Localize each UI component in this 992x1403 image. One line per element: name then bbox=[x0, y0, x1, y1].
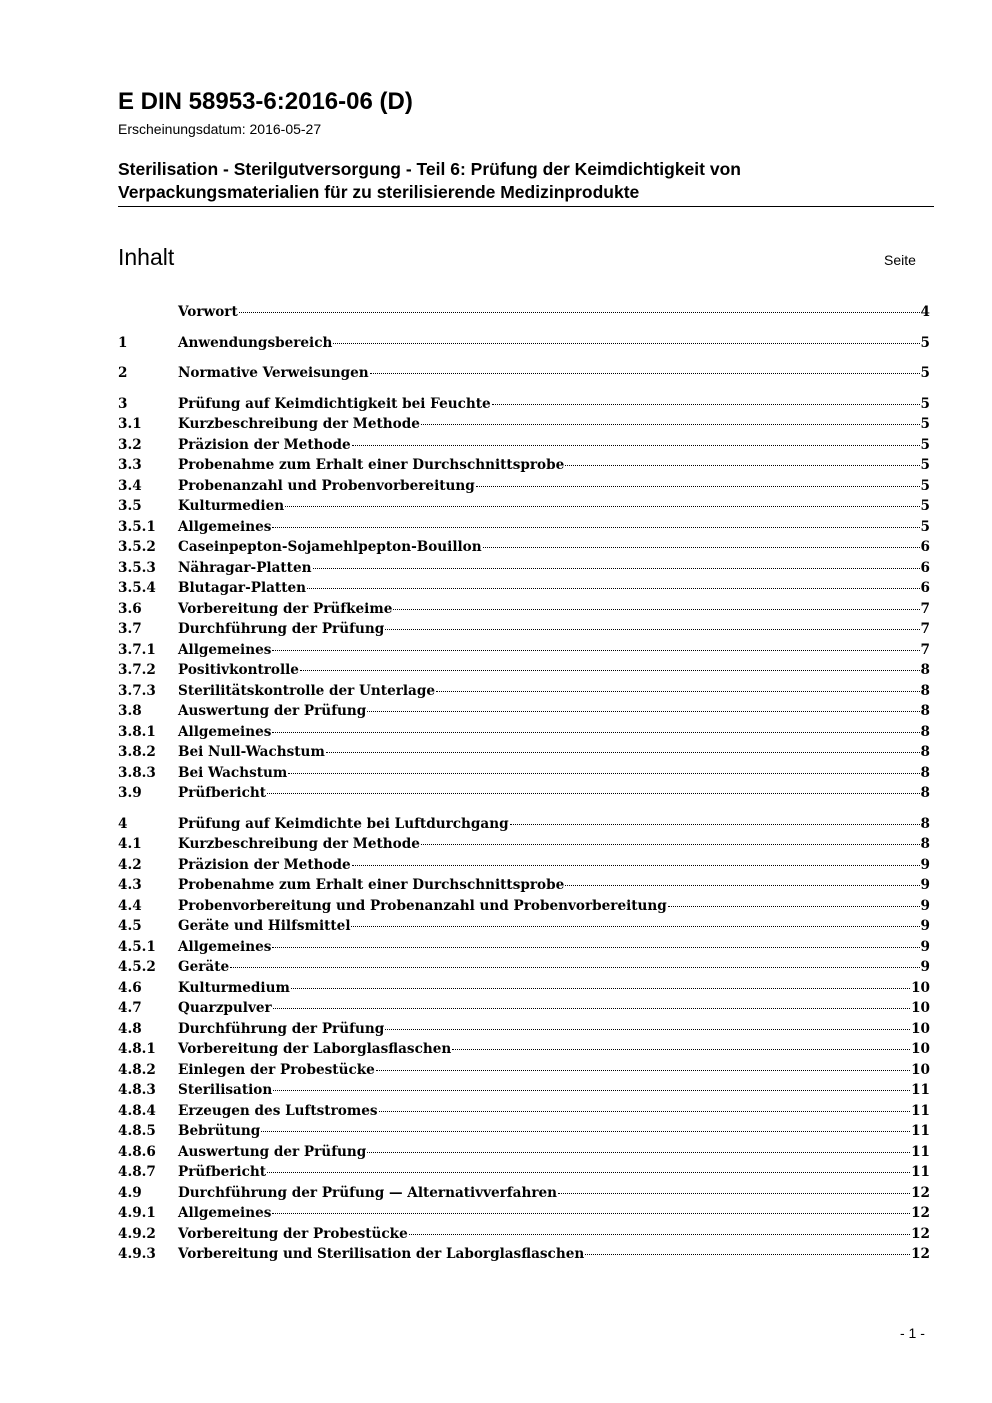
toc-entry-title: Probenahme zum Erhalt einer Durchschnittsprobe bbox=[178, 877, 565, 893]
toc-entry-number: 4.8 bbox=[118, 1020, 142, 1037]
toc-dot-leader bbox=[483, 547, 920, 548]
toc-entry-number: 4.8.1 bbox=[118, 1041, 156, 1057]
toc-entry-title: Kurzbeschreibung der Methode bbox=[178, 836, 420, 852]
toc-dot-leader bbox=[272, 527, 919, 528]
toc-dot-leader bbox=[352, 445, 920, 446]
toc-entry[interactable] bbox=[118, 763, 930, 784]
toc-dot-leader bbox=[272, 650, 919, 651]
toc-entry-title: Caseinpepton-Sojamehlpepton-Bouillon bbox=[178, 539, 482, 555]
toc-entry-title: Allgemeines bbox=[178, 1205, 272, 1221]
toc-entry-page: 6 bbox=[920, 559, 930, 576]
toc-entry-number: 4.5.2 bbox=[118, 959, 156, 975]
toc-entry-page: 11 bbox=[911, 1102, 930, 1119]
toc-entry-number: 3.9 bbox=[118, 785, 142, 801]
toc-entry-title: Allgemeines bbox=[178, 641, 272, 658]
toc-entry[interactable] bbox=[118, 619, 930, 640]
toc-dot-leader bbox=[492, 404, 920, 405]
toc-entry-number: 4.8.6 bbox=[118, 1143, 156, 1160]
toc-dot-leader bbox=[436, 691, 920, 692]
toc-entry[interactable] bbox=[118, 1203, 930, 1224]
toc-entry-number: 3.5.3 bbox=[118, 559, 156, 576]
document-title: Sterilisation - Sterilgutversorgung - Teil 6: Prüfung der Keimdichtigkeit von Verpackungsmaterialien für zu sterilisierende Medizinprodukte bbox=[118, 159, 741, 202]
toc-entry[interactable] bbox=[118, 578, 930, 599]
toc-entry-page: 12 bbox=[911, 1205, 930, 1221]
toc-dot-leader bbox=[273, 1008, 910, 1009]
toc-entry-title: Geräte bbox=[178, 959, 230, 975]
toc-entry-number: 3.4 bbox=[118, 477, 142, 494]
toc-entry-page: 11 bbox=[911, 1082, 930, 1098]
toc-entry[interactable] bbox=[118, 640, 930, 661]
toc-entry-title: Präzision der Methode bbox=[178, 856, 351, 873]
toc-entry-page: 5 bbox=[920, 416, 930, 432]
toc-entry-number: 4.3 bbox=[118, 877, 142, 893]
toc-entry-title: Allgemeines bbox=[178, 518, 272, 535]
toc-entry-title: Prüfung auf Keimdichtigkeit bei Feuchte bbox=[178, 395, 491, 412]
toc-dot-leader bbox=[285, 506, 919, 507]
toc-entry[interactable] bbox=[118, 302, 930, 323]
toc-entry-number: 4.2 bbox=[118, 856, 142, 873]
toc-entry-title: Positivkontrolle bbox=[178, 662, 299, 678]
toc-entry[interactable] bbox=[118, 455, 930, 476]
toc-entry-title: Kulturmedium bbox=[178, 979, 290, 996]
toc-entry[interactable] bbox=[118, 742, 930, 763]
toc-entry-page: 12 bbox=[911, 1246, 930, 1262]
toc-entry[interactable] bbox=[118, 1121, 930, 1142]
toc-entry-number: 3.8 bbox=[118, 703, 142, 719]
toc-entry-number: 4.5 bbox=[118, 918, 142, 934]
toc-entry-title: Nähragar-Platten bbox=[178, 559, 312, 576]
toc-entry-number: 3.5.1 bbox=[118, 518, 156, 535]
toc-dot-leader bbox=[510, 824, 920, 825]
toc-entry-title: Vorwort bbox=[178, 304, 238, 320]
toc-entry-number: 4 bbox=[118, 815, 128, 832]
toc-entry-title: Sterilisation bbox=[178, 1082, 273, 1098]
toc-entry-title: Normative Verweisungen bbox=[178, 365, 369, 381]
toc-entry[interactable] bbox=[118, 916, 930, 937]
toc-entry[interactable] bbox=[118, 937, 930, 958]
toc-entry[interactable] bbox=[118, 896, 930, 917]
toc-entry-number: 4.8.7 bbox=[118, 1164, 156, 1180]
toc-heading: Inhalt bbox=[118, 244, 175, 270]
toc-entry-title: Probenahme zum Erhalt einer Durchschnittsprobe bbox=[178, 457, 565, 473]
toc-entry-title: Vorbereitung der Laborglasflaschen bbox=[178, 1041, 452, 1057]
toc-entry[interactable] bbox=[118, 394, 930, 415]
toc-entry-title: Durchführung der Prüfung bbox=[178, 1020, 385, 1037]
toc-dot-leader bbox=[291, 988, 910, 989]
toc-entry-number: 3.5 bbox=[118, 498, 142, 514]
toc-entry-title: Präzision der Methode bbox=[178, 436, 351, 453]
toc-dot-leader bbox=[476, 486, 920, 487]
toc-entry-title: Vorbereitung und Sterilisation der Laborglasflaschen bbox=[178, 1246, 585, 1262]
toc-dot-leader bbox=[585, 1254, 910, 1255]
toc-entry-title: Anwendungsbereich bbox=[178, 334, 333, 351]
toc-entry-number: 3.8.1 bbox=[118, 723, 156, 740]
toc-entry-page: 6 bbox=[920, 539, 930, 555]
toc-entry[interactable] bbox=[118, 998, 930, 1019]
toc-entry[interactable] bbox=[118, 722, 930, 743]
toc-entry[interactable] bbox=[118, 1060, 930, 1081]
toc-entry-page: 10 bbox=[911, 1000, 930, 1016]
toc-dot-leader bbox=[326, 752, 920, 753]
toc-entry-title: Quarzpulver bbox=[178, 1000, 272, 1016]
toc-entry-number: 3.6 bbox=[118, 600, 142, 617]
toc-entry[interactable] bbox=[118, 978, 930, 999]
toc-entry-number: 4.6 bbox=[118, 979, 142, 996]
toc-entry-title: Auswertung der Prüfung bbox=[178, 1143, 367, 1160]
toc-dot-leader bbox=[273, 1090, 910, 1091]
toc-entry-number: 3.7.1 bbox=[118, 641, 156, 658]
toc-entry-page: 5 bbox=[920, 365, 930, 381]
toc-entry[interactable] bbox=[118, 537, 930, 558]
toc-entry-page: 5 bbox=[920, 518, 930, 535]
toc-dot-leader bbox=[272, 1213, 910, 1214]
toc-entry-number: 4.9.1 bbox=[118, 1205, 156, 1221]
toc-dot-leader bbox=[313, 568, 920, 569]
toc-entry-page: 8 bbox=[920, 682, 930, 699]
toc-entry-number: 3 bbox=[118, 395, 128, 412]
toc-entry-title: Prüfbericht bbox=[178, 785, 267, 801]
toc-dot-leader bbox=[352, 865, 920, 866]
toc-entry-number: 3.1 bbox=[118, 416, 142, 432]
toc-entry[interactable] bbox=[118, 783, 930, 804]
toc-entry-title: Prüfung auf Keimdichte bei Luftdurchgang bbox=[178, 815, 509, 832]
toc-entry[interactable] bbox=[118, 1101, 930, 1122]
toc-entry-page: 9 bbox=[920, 877, 930, 893]
toc-entry-title: Sterilitätskontrolle der Unterlage bbox=[178, 682, 436, 699]
toc-dot-leader bbox=[558, 1193, 910, 1194]
toc-entry-page: 11 bbox=[911, 1123, 930, 1139]
toc-dot-leader bbox=[668, 906, 920, 907]
toc-entry[interactable] bbox=[118, 701, 930, 722]
toc-entry[interactable] bbox=[118, 957, 930, 978]
toc-entry-number: 4.8.3 bbox=[118, 1082, 156, 1098]
toc-entry-number: 3.7.3 bbox=[118, 682, 156, 699]
toc-dot-leader bbox=[351, 926, 919, 927]
toc-entry-title: Erzeugen des Luftstromes bbox=[178, 1102, 378, 1119]
toc-entry-page: 9 bbox=[920, 897, 930, 914]
toc-entry[interactable] bbox=[118, 476, 930, 497]
toc-entry-title: Vorbereitung der Prüfkeime bbox=[178, 600, 393, 617]
footer-page-number: - 1 - bbox=[900, 1325, 925, 1341]
toc-entry-page: 12 bbox=[911, 1184, 930, 1201]
toc-dot-leader bbox=[565, 465, 919, 466]
toc-dot-leader bbox=[267, 793, 919, 794]
toc-entry-page: 5 bbox=[920, 477, 930, 494]
toc-entry-page: 6 bbox=[920, 580, 930, 596]
toc-dot-leader bbox=[421, 844, 920, 845]
toc-dot-leader bbox=[307, 588, 920, 589]
toc-entry-page: 10 bbox=[911, 1020, 930, 1037]
toc-entry-number: 3.7.2 bbox=[118, 662, 156, 678]
toc-entry-number: 4.9.3 bbox=[118, 1246, 156, 1262]
toc-dot-leader bbox=[261, 1131, 910, 1132]
toc-entry-title: Einlegen der Probestücke bbox=[178, 1061, 375, 1078]
toc-entry-number: 4.5.1 bbox=[118, 938, 156, 955]
toc-entry-title: Auswertung der Prüfung bbox=[178, 703, 367, 719]
toc-dot-leader bbox=[409, 1234, 910, 1235]
document-id: E DIN 58953-6:2016-06 (D) bbox=[118, 88, 413, 115]
toc-entry-number: 4.8.4 bbox=[118, 1102, 156, 1119]
toc-entry-title: Vorbereitung der Probestücke bbox=[178, 1225, 408, 1242]
toc-entry-page: 5 bbox=[920, 395, 930, 412]
toc-entry-title: Allgemeines bbox=[178, 938, 272, 955]
toc-entry-page: 8 bbox=[920, 703, 930, 719]
toc-entry-number: 3.5.4 bbox=[118, 580, 156, 596]
toc-entry-page: 9 bbox=[920, 918, 930, 934]
toc-entry-title: Bei Null-Wachstum bbox=[178, 744, 325, 760]
toc-dot-leader bbox=[267, 1172, 910, 1173]
toc-entry-number: 4.9 bbox=[118, 1184, 142, 1201]
toc-entry-number: 4.7 bbox=[118, 1000, 142, 1016]
toc-entry-page: 8 bbox=[920, 815, 930, 832]
toc-dot-leader bbox=[239, 312, 920, 313]
toc-dot-leader bbox=[421, 424, 920, 425]
toc-entry[interactable] bbox=[118, 414, 930, 435]
toc-entry-page: 8 bbox=[920, 662, 930, 678]
toc-dot-leader bbox=[379, 1111, 911, 1112]
toc-entry[interactable] bbox=[118, 1183, 930, 1204]
toc-entry[interactable] bbox=[118, 1080, 930, 1101]
toc-entry-number: 4.1 bbox=[118, 836, 142, 852]
toc-dot-leader bbox=[385, 1029, 910, 1030]
toc-entry-page: 7 bbox=[920, 641, 930, 658]
toc-entry-number: 3.5.2 bbox=[118, 539, 156, 555]
toc-entry-number: 4.4 bbox=[118, 897, 142, 914]
toc-entry[interactable] bbox=[118, 875, 930, 896]
toc-entry-page: 8 bbox=[920, 785, 930, 801]
toc-entry-page: 8 bbox=[920, 723, 930, 740]
toc-entry-page: 5 bbox=[920, 457, 930, 473]
toc-entry-title: Geräte und Hilfsmittel bbox=[178, 918, 351, 934]
toc-entry-page: 10 bbox=[911, 1061, 930, 1078]
toc-entry-page: 10 bbox=[911, 979, 930, 996]
toc-entry[interactable] bbox=[118, 1244, 930, 1265]
toc-entry-page: 10 bbox=[911, 1041, 930, 1057]
publication-date: Erscheinungsdatum: 2016-05-27 bbox=[118, 121, 322, 137]
toc-entry[interactable] bbox=[118, 435, 930, 456]
toc-entry-page: 7 bbox=[920, 600, 930, 617]
toc-dot-leader bbox=[452, 1049, 910, 1050]
toc-entry-number: 3.3 bbox=[118, 457, 142, 473]
toc-entry-page: 4 bbox=[920, 304, 930, 320]
toc-dot-leader bbox=[367, 711, 919, 712]
toc-entry-title: Kulturmedien bbox=[178, 498, 285, 514]
toc-dot-leader bbox=[300, 670, 920, 671]
toc-entry-page: 8 bbox=[920, 744, 930, 760]
toc-entry[interactable] bbox=[118, 1019, 930, 1040]
toc-entry-page: 7 bbox=[920, 621, 930, 637]
toc-entry-number: 3.7 bbox=[118, 621, 142, 637]
toc-entry[interactable] bbox=[118, 363, 930, 384]
toc-entry[interactable] bbox=[118, 517, 930, 538]
toc-entry-number: 3.8.2 bbox=[118, 744, 156, 760]
toc-entry-title: Kurzbeschreibung der Methode bbox=[178, 416, 420, 432]
toc-entry-page: 9 bbox=[920, 959, 930, 975]
toc-entry-page: 9 bbox=[920, 856, 930, 873]
toc-dot-leader bbox=[376, 1070, 910, 1071]
toc-entry[interactable] bbox=[118, 599, 930, 620]
toc-entry-number: 2 bbox=[118, 365, 128, 381]
toc-entry-page: 5 bbox=[920, 436, 930, 453]
toc-entry-page: 5 bbox=[920, 334, 930, 351]
toc-dot-leader bbox=[367, 1152, 910, 1153]
table-of-contents bbox=[118, 302, 930, 1265]
toc-entry-number: 3.2 bbox=[118, 436, 142, 453]
toc-dot-leader bbox=[272, 947, 919, 948]
toc-dot-leader bbox=[385, 629, 919, 630]
toc-entry[interactable] bbox=[118, 1142, 930, 1163]
toc-entry-page: 8 bbox=[920, 836, 930, 852]
toc-entry-title: Allgemeines bbox=[178, 723, 272, 740]
toc-entry-number: 4.8.5 bbox=[118, 1123, 156, 1139]
title-divider bbox=[118, 206, 934, 207]
toc-entry-number: 3.8.3 bbox=[118, 764, 156, 781]
toc-dot-leader bbox=[333, 343, 919, 344]
toc-entry[interactable] bbox=[118, 1162, 930, 1183]
page-column-label: Seite bbox=[884, 252, 916, 268]
toc-entry-number: 4.8.2 bbox=[118, 1061, 156, 1078]
toc-entry-title: Durchführung der Prüfung bbox=[178, 621, 385, 637]
toc-entry-title: Bebrütung bbox=[178, 1123, 261, 1139]
toc-dot-leader bbox=[565, 885, 919, 886]
toc-entry-page: 12 bbox=[911, 1225, 930, 1242]
toc-entry[interactable] bbox=[118, 1224, 930, 1245]
toc-entry[interactable] bbox=[118, 333, 930, 354]
toc-entry[interactable] bbox=[118, 814, 930, 835]
toc-entry-title: Durchführung der Prüfung — Alternativverfahren bbox=[178, 1184, 558, 1201]
toc-dot-leader bbox=[393, 609, 919, 610]
toc-entry-page: 9 bbox=[920, 938, 930, 955]
toc-entry-page: 5 bbox=[920, 498, 930, 514]
toc-entry-number: 4.9.2 bbox=[118, 1225, 156, 1242]
toc-entry-number: 1 bbox=[118, 334, 128, 351]
toc-entry[interactable] bbox=[118, 496, 930, 517]
toc-entry[interactable] bbox=[118, 855, 930, 876]
toc-entry[interactable] bbox=[118, 660, 930, 681]
toc-entry-title: Blutagar-Platten bbox=[178, 580, 307, 596]
toc-entry-title: Probenanzahl und Probenvorbereitung bbox=[178, 477, 475, 494]
toc-entry[interactable] bbox=[118, 558, 930, 579]
toc-entry-page: 11 bbox=[911, 1143, 930, 1160]
toc-dot-leader bbox=[288, 773, 919, 774]
toc-entry[interactable] bbox=[118, 1039, 930, 1060]
toc-entry-title: Probenvorbereitung und Probenanzahl und Probenvorbereitung bbox=[178, 897, 667, 914]
toc-dot-leader bbox=[230, 967, 919, 968]
toc-dot-leader bbox=[272, 732, 919, 733]
toc-entry-page: 8 bbox=[920, 764, 930, 781]
toc-entry[interactable] bbox=[118, 834, 930, 855]
toc-entry-title: Prüfbericht bbox=[178, 1164, 267, 1180]
toc-entry-title: Bei Wachstum bbox=[178, 764, 288, 781]
toc-entry-page: 11 bbox=[911, 1164, 930, 1180]
toc-entry[interactable] bbox=[118, 681, 930, 702]
toc-dot-leader bbox=[370, 373, 920, 374]
